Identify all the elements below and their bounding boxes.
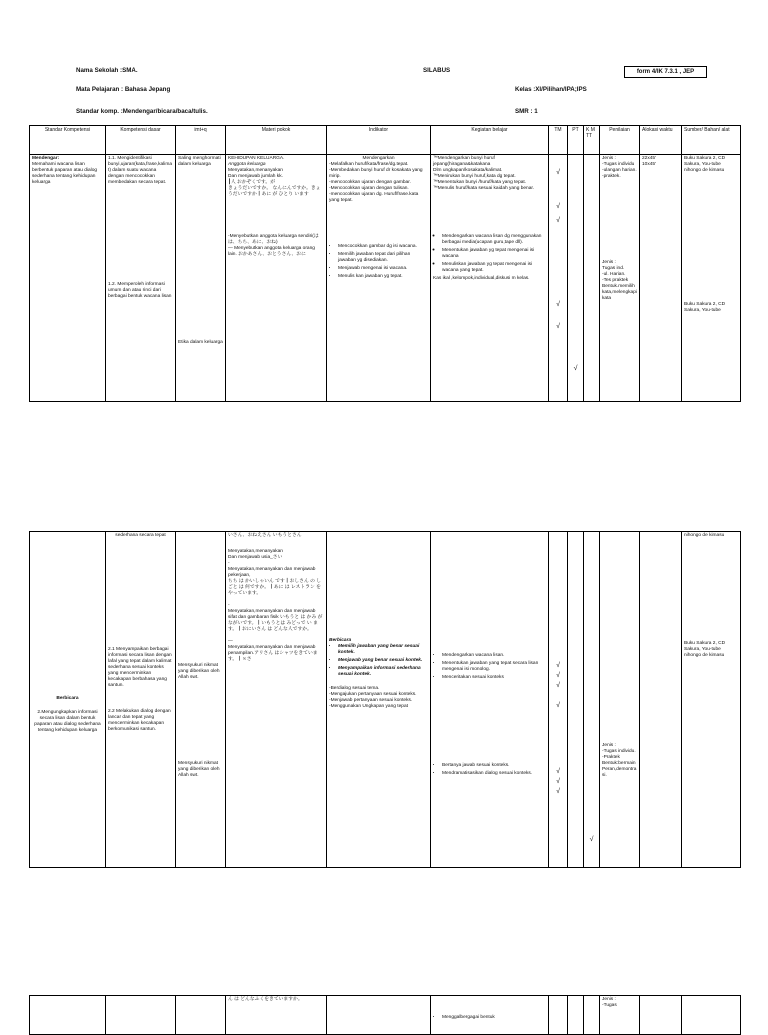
col-header: Sumber/ Bahan/ alat (682, 126, 741, 155)
activity-list (433, 763, 546, 777)
list-item: • Menulis kan jawaban yg tepat. (338, 274, 428, 280)
syllabus-table-1 (29, 125, 741, 402)
table-row (30, 155, 741, 402)
indicator-heading: Mendengarkan (362, 156, 395, 161)
col-header: TM (549, 126, 568, 155)
sk-heading: Mendengar: (32, 156, 60, 161)
check-mark: √ (556, 672, 560, 679)
check-mark: √ (556, 682, 560, 689)
col-header: Indikator (327, 126, 431, 155)
check-mark: √ (589, 836, 594, 843)
materi-body: ん は どんなふくをきていますか。 (228, 997, 303, 1002)
materi-top: いさん、おねえさん いもうとさん (228, 533, 302, 538)
list-item: ◦ Menentukan jawaban yg tepat mengenai isi wacana (442, 248, 546, 260)
col-header: Kegiatan belajar (431, 126, 549, 155)
indicator-list (329, 244, 428, 280)
imtaq-item: Mensyukuri nikmat yang diberikan oleh Allah swt. (178, 761, 220, 778)
indicator-body: -Melafalkan huruf/kata/frase/dg.tepat. -Membedakan bunyi huruf dr kosakata yang mirip. -mencocokkan ujaran dengan gambar. -Mencocokkan ujaran dengan tulisan. -mencocokkan ujaran dg. Huruf/frase.kata yang tepat. (329, 162, 423, 203)
school-name: Nama Sekolah :SMA. (76, 67, 138, 74)
source-item: Buku Sakura 2, CD Sakura, You-tube nihongo de kimasu (684, 156, 726, 173)
check-mark: √ (556, 702, 560, 709)
list-item: • Menjawab mengenai isi wacana. (338, 266, 428, 272)
list-item: ◦ Mendengarkan wacana lisan dg menggunakan berbagai media(ucapan guru,tape dll). (442, 234, 546, 246)
col-header: K M TT (584, 126, 600, 155)
check-mark: √ (556, 203, 560, 210)
list-item: ◦ Menuliskan jawaban yg tepat mengenai isi wacana yang tepat. (442, 262, 546, 274)
list-item: • Menentukan jawaban yang tepat secara lisan mengenai isi monolog. (442, 661, 546, 673)
materi-subtitle: Anggota keluarga (228, 162, 266, 167)
col-header: imt+q (176, 126, 226, 155)
imtaq-item: Mensyukuri nikmat yang diberikan oleh Allah swt. (178, 663, 220, 680)
table-row (30, 996, 741, 1035)
col-header: Alokasi waktu (640, 126, 682, 155)
list-item: • Memilih jawaban tepat dari pilihan jawaban yg disediakan. (338, 252, 428, 264)
list-item: • Mendramatisasikan dialog sesuai konteks. (442, 771, 546, 777)
page-title: SILABUS (423, 67, 451, 74)
source-item: nihongo de kimasu (684, 533, 725, 538)
kd-item: 1.1. Mengidentifikasi bunyi,ujaran(kata,frase,kalimat) dalam suatu wacana dengan mencocokkan membedakan secara tepat. (108, 156, 172, 185)
check-mark: √ (556, 169, 560, 176)
check-mark: √ (556, 778, 560, 785)
check-mark: √ (556, 662, 560, 669)
list-item: • Mendengarkan wacana lisan. (442, 653, 546, 659)
kd-item: 2.2 Melakukan dialog dengan lancar dan tepat yang mencerminkan kecakapan berkomunikasi santun. (108, 709, 171, 732)
check-mark: √ (556, 768, 560, 775)
col-header: Penilaian (600, 126, 640, 155)
sk-heading: Berbicara (56, 695, 79, 701)
materi-title: KEHIDUPAN KELUARGA. (228, 156, 285, 161)
competency-standard: Standar komp. :Mendengar/bicara/baca/tulis. (76, 108, 208, 115)
indicator-body: -Berdialog sesuai tema. -Mengajukan pertanyaan sesuai konteks. -Menjawab pertanyaan sesuai konteks. -Menggunakan Ungkapan yang tepat (329, 686, 417, 709)
sk-body: 2.Mengungkapkan informasi secara lisan dalam bentuk paparan atau dialog sederhana tentang kehidupan keluarga (34, 709, 101, 733)
table-row (30, 532, 741, 868)
activity-list (433, 653, 546, 681)
activity-footer: Kas ikal ,kelompok,individual,diskusi m kelas. (433, 276, 530, 281)
imtaq-item: Saling menghormati dalam keluarga (178, 156, 221, 167)
imtaq-item: Etika dalam keluarga (178, 340, 223, 345)
assessment-body: Jenis : -Tugas individu -ulangan harian. -praktek. (602, 156, 637, 179)
materi-body: Menyatakan,menanyakan Dan menjawab usia_さい - Menyatakan,menanyakan dan menjawab pekerjaan, ちち は かいしゃいん です┃おしさん の しごと は 何ですか。┃あに は レストラン を やっています。 - Menyatakan,menanyakan dan menjawab sifat dan gambaran fisik いもうと は かみ が ながいです。┃いもうとは みどっで い ます。┃おにいさん は どんな人ですか。 — Menyatakan,menanyakan dan menjawab penampilan.アリさん はシャツをきています。┃ｓさ (228, 549, 323, 662)
assessment-body: Jenis : -Tugas individu. -Praktek Bentuk:bermain Peran,demontrasi. (602, 743, 637, 778)
list-item: • Menceritakan sesuai konteks (442, 675, 546, 681)
col-header: Kompetensi dasar (106, 126, 176, 155)
col-header: Standar Kompetensi (30, 126, 106, 155)
assessment-body: Jenis : -Tugas (602, 997, 617, 1008)
table-header-row (30, 126, 741, 155)
form-code: form 4/IK 7.3.1 , JEP (624, 66, 707, 78)
materi-body: Menyatakan,menanyakan Dan menjawab jumlah kk. ┃人 おかぞくです。が きょうだいですか。 なんにんですか。きょうだいですか┃あに が ひとり います (228, 168, 321, 197)
syllabus-table-2 (29, 531, 741, 868)
semester-info: SMR : 1 (515, 108, 538, 115)
list-item: • Menjawab yang benar sesuai kontek. (338, 658, 428, 664)
assessment-body: Jenis : Tugas ind. -ul. Harian. -Tes praktek Bentuk.memilih kata,melengkapi kata (602, 260, 637, 301)
list-item: • Menggalbergagai bentuk (442, 1015, 546, 1021)
check-mark: √ (573, 365, 578, 372)
list-item: • Mencocokkan gambar dg isi wacana. (338, 244, 428, 250)
indicator-heading: Berbicara (329, 638, 352, 643)
col-header: PT (568, 126, 584, 155)
time-allocation: 22x45' 10x45' (642, 156, 656, 167)
kd-item: 1.2. Memperoleh informasi umum dan atau rinci dari berbagai bentuk wacana lisan (108, 282, 172, 299)
class-info: Kelas :XI/Pilihan/IPA;IPS (515, 86, 587, 93)
syllabus-table-3 (29, 995, 741, 1035)
list-item: • Menyampaikan informasi sederhana sesuai kontek. (338, 666, 428, 678)
check-mark: √ (556, 323, 560, 330)
subject-name: Mata Pelajaran : Bahasa Jepang (76, 86, 171, 93)
kd-item: 2.1 Menyampaikan berbagai informasi secara lisan dengan lafal yang tepat dalam kalimat sederhana sesuai konteks yang mencerminkan kecakapan berbahasa yang santun. (108, 647, 172, 688)
indicator-list (329, 644, 428, 678)
col-header: Materi pokok (226, 126, 327, 155)
source-item: Buku Sakura 2, CD Sakura, You-tube (684, 302, 726, 313)
list-item: • Bertanya jawab sesuai konteks. (442, 763, 546, 769)
list-item: • Memilih jawaban yang benar sesuai kontek. (338, 644, 428, 656)
activity-list (433, 234, 546, 274)
materi-body: -Menyebutkan anggota keluarga sendiri(はは、ちち、あに、おね) — Menyebutkan anggota keluarga orang lain. おかあさん、おとうさん、おに (228, 234, 319, 257)
activity-list (433, 1015, 546, 1021)
kd-item: sederhana secara tepat (115, 533, 166, 538)
check-mark: √ (556, 217, 560, 224)
source-item: Buku Sakura 2, CD Sakura, You-tube nihongo de kimasu (684, 641, 726, 658)
activity-body: ™Mendengarkan bunyi huruf jepang(hiragana&katakana Dlm ungkapan/kosakata/kalimat. ™Menirukan bunyi huruf,kata dg tepat. ™Menentukan bunyi /huruf/kata yang tepat. ™Menulis huruf/kata sesuai kaidah yang benar. (433, 156, 535, 191)
check-mark: √ (556, 301, 560, 308)
check-mark: √ (556, 788, 560, 795)
sk-body: Memahami wacana lisan berbentuk paparan atau dialog sederhana tentang kehidupan keluarga (32, 162, 98, 185)
